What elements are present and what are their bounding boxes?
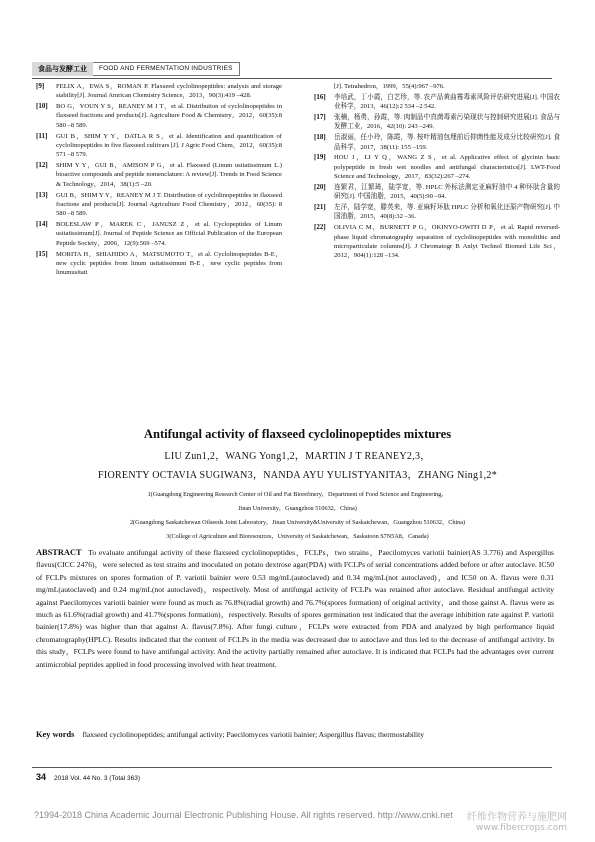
reference-item <box>36 191 282 219</box>
paper-title: Antifungal activity of flaxseed cyclolinopeptides mixtures <box>143 427 452 441</box>
reference-item <box>314 183 560 202</box>
reference-number: [15] <box>36 249 48 258</box>
reference-text: HOU J，LI Y Q，WANG Z S，et al. Applicative effect of glycinin basic polypeptide in fresh wet noodles and antifungal characteristics[J]. LWT-Food Science and Technology，2017，83(32):267 –274. <box>334 154 560 181</box>
reference-item <box>36 132 282 160</box>
reference-item <box>314 153 560 181</box>
reference-text: 张楠，杨勇，孙霞，等. 肉制品中真菌毒素污染现状与控制研究进展[J]. 食品与发酵工业，2016，42(10): 243 –249. <box>334 114 560 131</box>
reference-number: [18] <box>314 133 326 142</box>
watermark-cn: 纤维作物营养与施肥网 <box>467 812 567 823</box>
keywords <box>36 729 554 741</box>
journal-name-en: FOOD AND FERMENTATION INDUSTRIES <box>93 62 240 76</box>
reference-item <box>36 82 282 101</box>
journal-header <box>32 62 240 76</box>
page-footer <box>36 772 140 782</box>
reference-text: SHIM Y Y，GUI B，AMISON P G，et al. Flaxseed (Linum usitatissimum L.) bioactive compounds and peptide nomenclature: A review[J]. Trends in Food Science & Technology，2014，38(1):5 –20. <box>56 162 282 188</box>
references-left-column <box>36 82 282 279</box>
reference-text: BOLESLAW P，MAREK C，JANUSZ Z，et al. Cyclopeptides of Linum usitatissimum[J]. Journal of Peptide Science an Official Publication of the European Peptide Society，2006，12(9):569 –574. <box>56 221 282 247</box>
reference-number: [13] <box>36 190 48 199</box>
reference-item <box>314 133 560 152</box>
reference-number: [19] <box>314 153 326 162</box>
reference-item <box>36 102 282 130</box>
watermark-url: www.fibercrops.com <box>476 823 567 833</box>
reference-text: 李培武，丁小霞，白艺珍，等. 农产品黄曲霉毒素风险评估研究进展[J]. 中国农业科学，2013，46(12):2 534 –2 542. <box>334 93 560 111</box>
reference-text: GUI B，SHIM Y Y，REANEY M J T. Distribution of cyclolinopeptides in flaxseed fractions and products[J]. Journal Agriculture Food Chemistry，2012，60(35): 8 580 –8 589. <box>56 191 282 218</box>
reference-item <box>314 113 560 132</box>
reference-item <box>314 203 560 222</box>
reference-text: [J]. Tetrahedron，1999，55(4):967 –976. <box>334 83 445 90</box>
affiliation-1: 1(Guangdong Engineering Research Center of Oil and Fat Biorefinery，Department of Food Science and Engineering， <box>147 491 448 498</box>
reference-text: 岳淑丽，任小玲，陈霞，等. 桉叶精油包埋前后抑菌性能及成分比较研究[J]. 食品科学，2017，38(11): 155 –159. <box>334 134 560 151</box>
journal-name-cn: 食品与发酵工业 <box>32 62 93 76</box>
header-divider <box>32 78 552 79</box>
reference-continuation <box>314 82 560 91</box>
reference-item <box>314 93 560 112</box>
reference-item <box>36 161 282 189</box>
reference-number: [22] <box>314 223 326 232</box>
reference-item <box>36 220 282 248</box>
page-number: 34 <box>36 772 47 782</box>
reference-number: [14] <box>36 220 48 229</box>
issue-info: 2018 Vol. 44 No. 3 (Total 363) <box>54 775 141 782</box>
reference-text: OLIVIA C M，BURNETT P G，OKINYO-OWITI D P，et al. Rapid reversed-phase liquid chromatography separation of cyclolinopeptides with monolithic and microparticulate columns[J]. J Chromatogr B Anlyt Technol Biomed Life Sci，2012，904(1):128 –134. <box>334 224 560 260</box>
copyright-notice: ?1994-2018 China Academic Journal Electronic Publishing House. All rights reserved. http://www.cnki.net <box>34 810 453 820</box>
keywords-text: flaxseed cyclolinopeptides; antifungal activity; Paecilomyces variotii bainier; Aspergillus flavus; thermostability <box>82 730 425 739</box>
reference-number: [9] <box>36 82 45 90</box>
reference-number: [21] <box>314 203 326 212</box>
reference-number: [10] <box>36 102 48 111</box>
reference-text: 连繁君，江繁琦，陆学宽，等. HPLC 外标法测定亚麻籽油中 4 种环肽含量的研究[J]. 中国油脂，2015，40(5):90 –94. <box>334 183 560 201</box>
footer-divider <box>32 767 552 768</box>
references-right-column <box>314 82 560 262</box>
affiliation-1-continued: Jinan University，Guangzhou 510632，China) <box>238 505 357 512</box>
affiliation-2: 2(Guangdong Saskatchewan Oilseeds Joint Laboratory，Jinan University&University of Saskatchewan，Guangzhou 510632，China) <box>129 519 466 526</box>
reference-number: [11] <box>36 131 48 140</box>
abstract-label: ABSTRACT <box>36 548 82 557</box>
authors-line-2: FIORENTY OCTAVIA SUGIWAN3，NANDA AYU YULISTYANITA3，ZHANG Ning1,2* <box>97 470 498 481</box>
site-watermark <box>467 808 567 833</box>
reference-number: [12] <box>36 161 48 170</box>
keywords-label: Key words <box>36 730 75 739</box>
reference-text: 左洋，陆学宽，滕英来，等. 亚麻籽环肽 HPLC 分析和氧化还原产物研究[J]. 中国油脂，2015，40(8):32 –36. <box>334 204 560 221</box>
reference-number: [16] <box>314 92 326 101</box>
abstract-text: To evaluate antifungal activity of these flaxseed cyclolinopeptides，FCLPs，two strains，Paecilomyces variotii bainier(AS 3.776) and Aspergillus flavus(CICC 2476)，were selected as test strains and inoculated on potato dextrose agar(PDA) with FCLPs of serial concentrations added before or after autoclave. IC50 of FCLPs mixtures on spores formation of P. variotii bainier were 0.53 mg/mL(autoclaved) and 0.34 mg/mL(not autoclaved)，and IC50 on A. flavus were 0.31 mg/mL(autoclaved) and 0.24 mg/mL(not autoclaved)，respectively. Most of antifungal activity of FCLPs was retained after autoclave. Residual antifungal activity against Paecilomyces variotii bainier were found as much as 76.8%(radial growth) and 76.7%(spores formation) of original activity，and those gainst A. flavus were as much as 61.6%(radial growth) and 41.7%(spores formation)，respectively. Results of spores germination test indicated that the average inhibition rate against P. variotii bainier(17.8%) was higher than that against A. flavus(7.8%). After fungi culture，FCLPs were extracted from PDA and analyzed by high performance liquid chromatography(HPLC). Results indicated that the content of FCLPs in the media was decreased due to autoclave and thus led to the decrease of antifungal activity. In this study，FCLPs were found to have antifungal activity. And the activity partially remained after autoclave. It is indicated that FCLPs had the advantages over current antimicrobial peptides applied in food processing involved with heat treatment. <box>36 548 554 669</box>
reference-text: FELIX A，EWA S，ROMAN P. Flaxseed cyclolinopeptides: analysis and storage stability[J]. Journal Amrican Chemistry Science，2013，90(3):419 –428. <box>56 83 282 100</box>
reference-item <box>36 250 282 278</box>
reference-text: MORITA H，SHIAHIDO A，MATSUMOTO T，et al. Cyclolinopeptides B-E，new cyclic peptides from linum usitatissimum B-E，new cyclic peptides from linumusitati <box>56 250 282 277</box>
reference-item <box>314 223 560 260</box>
reference-number: [20] <box>314 182 326 191</box>
authors-line-1: LIU Zun1,2，WANG Yong1,2，MARTIN J T REANEY2,3， <box>164 451 431 462</box>
abstract <box>36 547 554 671</box>
reference-number: [17] <box>314 113 326 122</box>
reference-text: GUI B，SHIM Y Y，DATLA R S，et al. Identification and quantification of cyclolinopeptides in five flaxseed cultivars [J]. J Agric Food Chem，2012，60(35):8 571 –8 579. <box>56 132 282 159</box>
affiliation-3: 3(College of Agriculture and Bioresources，University of Saskatchewan，Saskatoon S7N5A8，Canada) <box>166 533 429 540</box>
reference-text: BO G，YOUN Y S，REANEY M J T，et al. Distribution of cyclolinopeptides in flaxseed fractions and products[J]. Agriculture Food & Chemistry，2012，60(35):8 580 –8 589. <box>56 103 282 129</box>
